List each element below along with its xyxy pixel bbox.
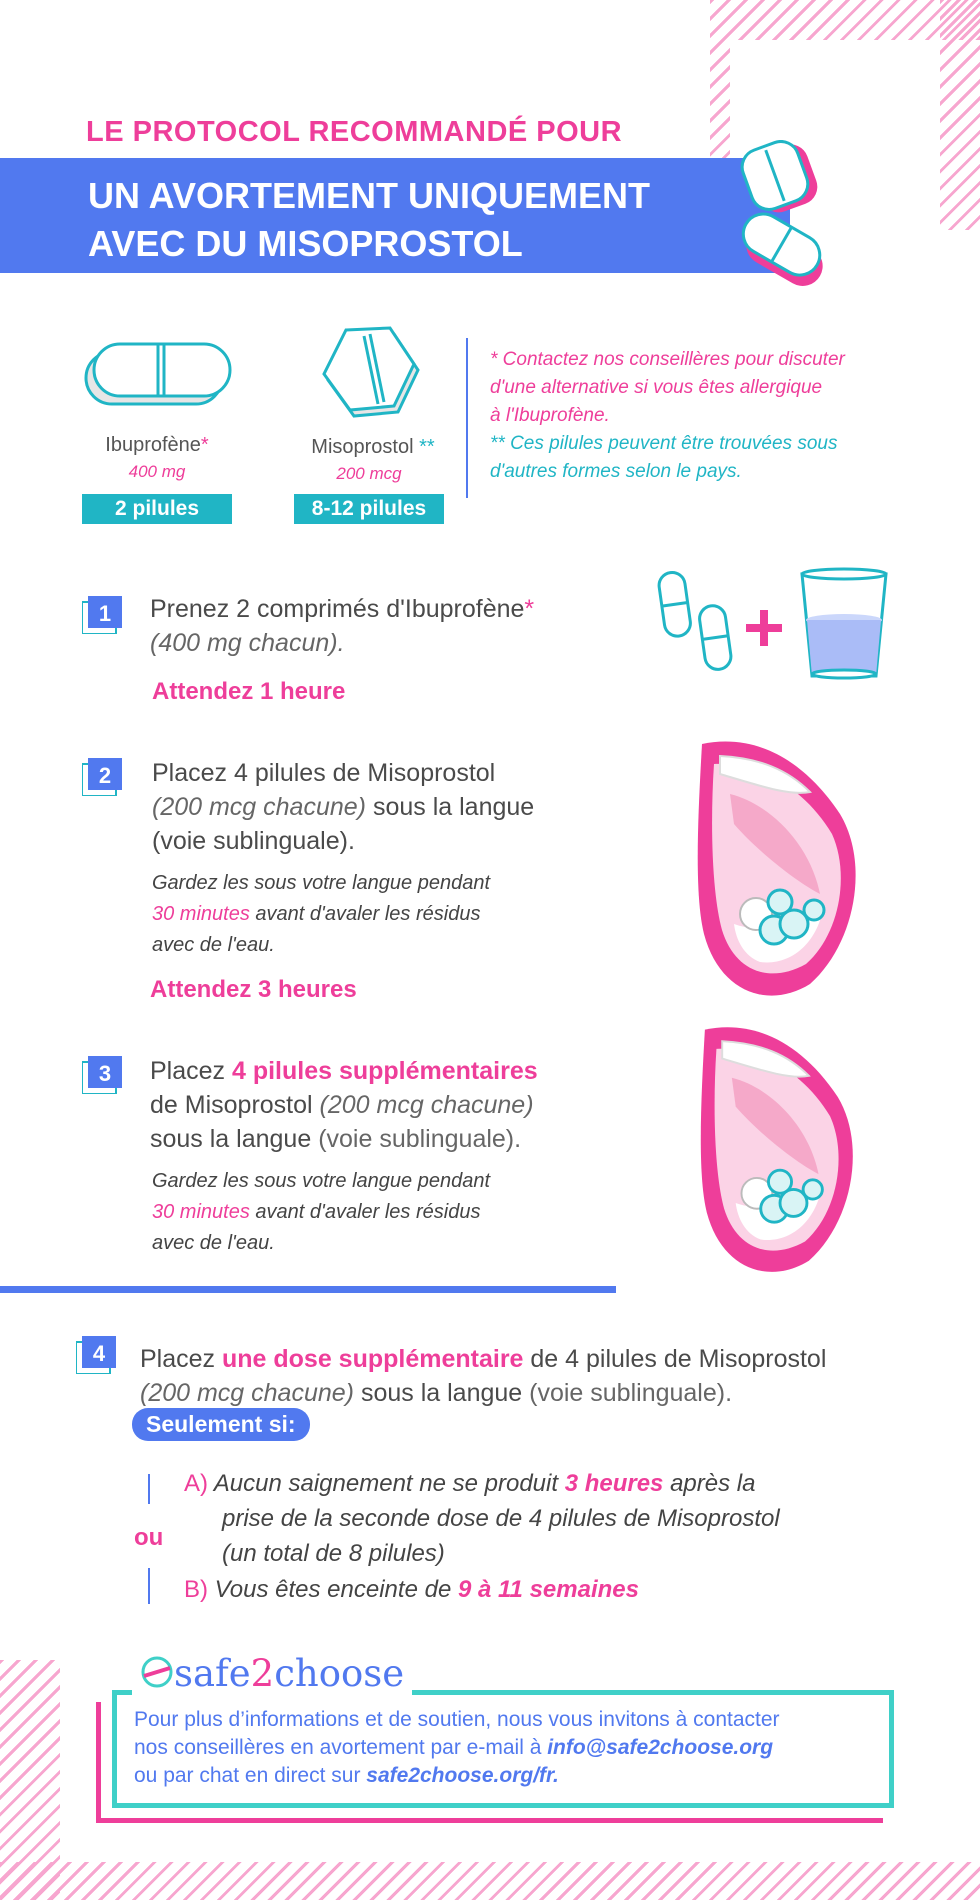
decorative-hatch-bottom	[0, 1862, 980, 1900]
svg-text:1: 1	[98, 601, 112, 626]
misoprostol-pill-icon	[316, 326, 426, 426]
med-ibuprofen-name: Ibuprofène*	[105, 434, 209, 456]
email-link[interactable]: info@safe2choose.org	[547, 1736, 774, 1759]
med-misoprostol-name: Misoprostol **	[311, 436, 435, 458]
notes-divider	[466, 338, 468, 498]
step-4-text: Placez une dose supplémentaire de 4 pilules de Misoprostol (200 mcg chacune) sous la langue (voie sublinguale).	[140, 1345, 827, 1407]
step-2-wait: Attendez 3 heures	[150, 976, 357, 1003]
step-2-instruction: Gardez les sous votre langue pendant 30 minutes avant d'avaler les résidus avec de l'eau.	[152, 872, 490, 956]
decorative-hatch-right	[940, 0, 980, 230]
svg-text:3: 3	[98, 1061, 112, 1086]
step-2-text: Placez 4 pilules de Misoprostol (200 mcg chacune) sous la langue (voie sublinguale).	[152, 759, 535, 855]
svg-text:4: 4	[92, 1341, 106, 1366]
medication-notes: * Contactez nos conseillères pour discuter d'une alternative si vous êtes allergique à l'Ibuprofène. ** Ces pilules peuvent être trouvées sous d'autres formes selon le pays.	[490, 349, 845, 482]
page-title: UN AVORTEMENT UNIQUEMENT AVEC DU MISOPROSTOL	[88, 175, 650, 264]
step-1-wait: Attendez 1 heure	[152, 678, 346, 705]
footer-contact-text: Pour plus d’informations et de soutien, nous vous invitons à contacter nos conseillères en avortement par e-mail à info@safe2choose.org ou par chat en direct sur safe2choose.org/fr.	[134, 1708, 780, 1787]
header-kicker: LE PROTOCOL RECOMMANDÉ POUR	[86, 116, 623, 148]
or-line-top	[148, 1474, 150, 1504]
step-4-badge	[76, 1336, 116, 1374]
step-1-text: Prenez 2 comprimés d'Ibuprofène* (400 mg chacun).	[150, 595, 535, 657]
med-misoprostol-count: 8-12 pilules	[294, 494, 444, 524]
section-divider	[0, 1286, 616, 1293]
only-if-badge: Seulement si:	[132, 1408, 310, 1441]
svg-text:2: 2	[98, 763, 112, 788]
mouth-sublingual-icon	[690, 734, 870, 1004]
step-3-badge	[82, 1056, 122, 1094]
step-3-text: Placez 4 pilules supplémentaires de Misoprostol (200 mcg chacune) sous la langue (voie sublinguale).	[150, 1057, 538, 1153]
logo-mark-icon	[140, 1654, 174, 1690]
website-link[interactable]: safe2choose.org/fr.	[366, 1764, 559, 1787]
or-label: ou	[134, 1524, 164, 1551]
step-3-instruction: Gardez les sous votre langue pendant 30 minutes avant d'avaler les résidus avec de l'eau.	[152, 1170, 490, 1254]
ibuprofen-pill-icon	[84, 340, 234, 410]
mouth-sublingual-icon-2	[690, 1020, 870, 1280]
med-misoprostol-dose: 200 mcg	[336, 464, 402, 483]
pills-icon	[728, 140, 838, 290]
med-ibuprofen-dose: 400 mg	[128, 462, 186, 481]
step-2-badge	[82, 758, 122, 796]
step-1-badge	[82, 596, 122, 634]
condition-a: A) Aucun saignement ne se produit 3 heures après la prise de la seconde dose de 4 pilules de Misoprostol (un total de 8 pilules)	[184, 1470, 780, 1567]
capsules-and-water-icon	[652, 566, 892, 686]
safe2choose-logo: safe2choose	[132, 1652, 412, 1695]
or-line-bottom	[148, 1568, 150, 1604]
condition-b: B) Vous êtes enceinte de 9 à 11 semaines	[184, 1576, 639, 1603]
med-ibuprofen-count: 2 pilules	[82, 494, 232, 524]
